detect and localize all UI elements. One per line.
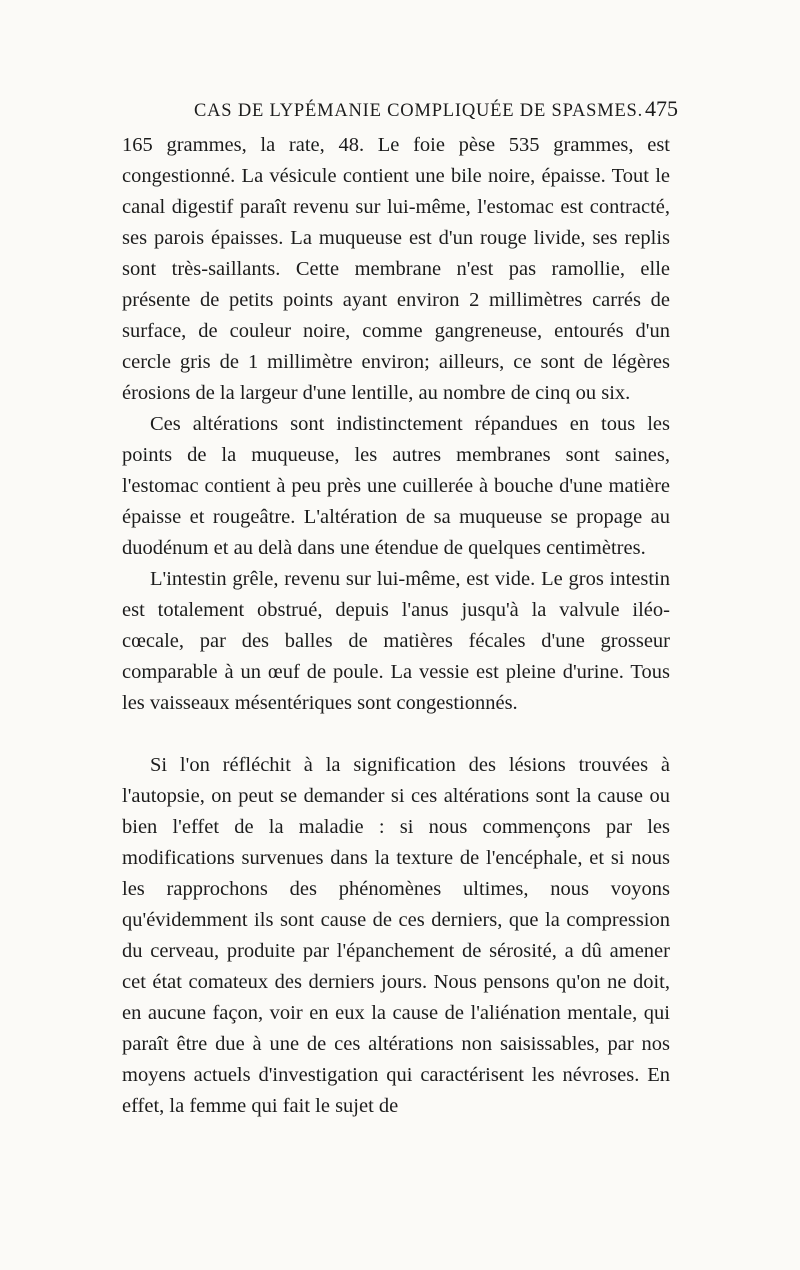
paragraph: L'intestin grêle, revenu sur lui-même, est vide. Le gros intestin est totalement obstrué, depuis l'anus jusqu'à la valvule iléo-cœcale, par des balles de matières fécales d'une grosseur comparable à un œuf de poule. La vessie est pleine d'urine. Tous les vaisseaux mésentériques sont congestionnés. xyxy=(122,568,670,714)
running-title: CAS DE LYPÉMANIE COMPLIQUÉE DE SPASMES. xyxy=(194,101,644,121)
paragraph: Si l'on réfléchit à la signification des lésions trouvées à l'autopsie, on peut se demander si ces altérations sont la cause ou bien l'effet de la maladie : si nous commençons par les modifications survenues dans la texture de l'encéphale, et si nous les rapprochons des phénomènes ultimes, nous voyons qu'évidemment ils sont cause de ces derniers, que la compression du cerveau, produite par l'épanchement de sérosité, a dû amener cet état comateux des derniers jours. Nous pensons qu'on ne doit, en aucune façon, voir en eux la cause de l'aliénation mentale, qui paraît être due à une de ces altérations non saisissables, par nos moyens actuels d'investigation qui caractérisent les névroses. En effet, la femme qui fait le sujet de xyxy=(122,754,670,1117)
paragraph: Ces altérations sont indistinctement répandues en tous les points de la muqueuse, les autres membranes sont saines, l'estomac contient à peu près une cuillerée à bouche d'une matière épaisse et rougeâtre. L'altération de sa muqueuse se propage au duodénum et au delà dans une étendue de quelques centimètres. xyxy=(122,413,670,559)
page-number: 475 xyxy=(645,96,678,121)
running-head xyxy=(122,96,678,122)
paragraph-continuation: 165 grammes, la rate, 48. Le foie pèse 535 grammes, est congestionné. La vésicule contient une bile noire, épaisse. Tout le canal digestif paraît revenu sur lui-même, l'estomac est contracté, ses parois épaisses. La muqueuse est d'un rouge livide, ses replis sont très-saillants. Cette membrane n'est pas ramollie, elle présente de petits points ayant environ 2 millimètres carrés de surface, de couleur noire, comme gangreneuse, entourés d'un cercle gris de 1 millimètre environ; ailleurs, ce sont de légères érosions de la largeur d'une lentille, au nombre de cinq ou six. xyxy=(122,134,670,404)
body-text xyxy=(122,130,670,1122)
